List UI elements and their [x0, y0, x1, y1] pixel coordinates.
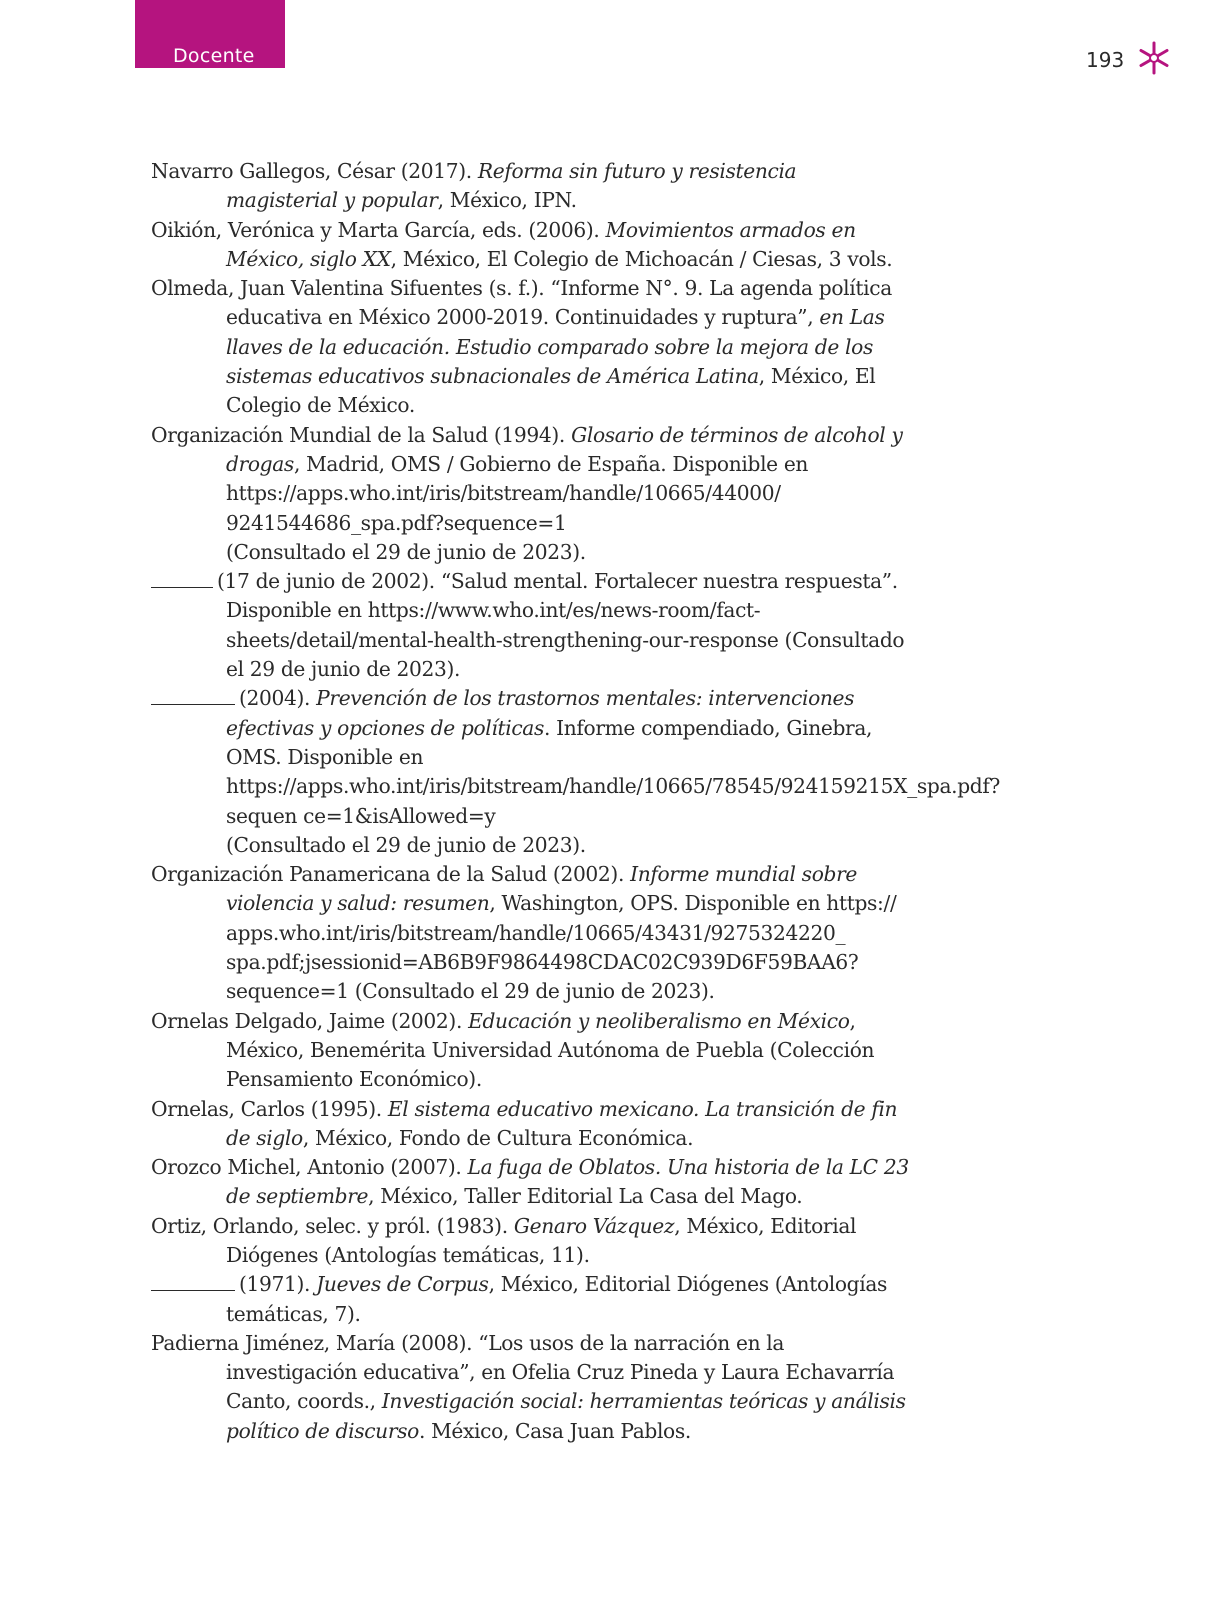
reference-entry — [151, 1270, 909, 1329]
page-number: 193 — [1086, 48, 1125, 72]
reference-text: , Washington, OPS. Disponible en https:// apps.who.int/iris/bitstream/handle/10665/43431/9275324220_ spa.pdf;jsessionid=AB6B9F9864498CDAC02C939D6F59BAA6?sequence=1 (Consultado el 29 de junio de 2023). — [226, 891, 897, 1004]
reference-text: , México, Taller Editorial La Casa del Mago. — [368, 1184, 803, 1209]
reference-title: Prevención de los trastornos mentales: intervenciones efectivas y opciones de políticas — [226, 686, 855, 740]
reference-entry — [151, 157, 909, 216]
reference-text: Ornelas, Carlos (1995). — [151, 1096, 388, 1121]
section-tab — [135, 0, 285, 68]
reference-text: , México, Fondo de Cultura Económica. — [302, 1125, 694, 1150]
repeat-author-line — [151, 703, 235, 705]
reference-text: , México, Editorial Diógenes (Antologías temáticas, 11). — [226, 1213, 857, 1267]
reference-list — [151, 157, 1000, 1446]
reference-text: (1971). — [239, 1272, 317, 1297]
reference-text: . México, Casa Juan Pablos. — [418, 1418, 691, 1443]
reference-text: , México, Editorial Diógenes (Antologías temáticas, 7). — [226, 1272, 888, 1326]
reference-title: Jueves de Corpus — [316, 1272, 489, 1297]
reference-text: Olmeda, Juan Valentina Sifuentes (s. f.). “Informe N°. 9. La agenda política educativa en México 2000-2019. Continuidades y ruptura”, — [151, 276, 892, 330]
reference-title: en Las llaves de la educación. Estudio comparado sobre la mejora de los sistemas educativos subnacionales de América Latina — [226, 305, 885, 389]
reference-text: , México, El Colegio de México. — [226, 364, 876, 418]
reference-entry — [151, 1095, 909, 1154]
reference-title: Glosario de términos de alcohol y drogas — [226, 422, 903, 476]
repeat-author-line — [151, 586, 213, 588]
repeat-author-line — [151, 1289, 235, 1291]
reference-text: (Consultado el 29 de junio de 2023). — [226, 539, 586, 564]
reference-title: Genaro Vázquez — [513, 1213, 675, 1238]
reference-text: Padierna Jiménez, María (2008). “Los usos de la narración en la investigación educativa”, en Ofelia Cruz Pineda y Laura Echavarría Canto, coords., — [151, 1330, 895, 1414]
section-label: Docente — [173, 45, 255, 67]
reference-text: Navarro Gallegos, César (2017). — [151, 159, 478, 183]
reference-entry — [151, 1329, 909, 1446]
reference-title: Reforma sin futuro y resistencia magisterial y popular — [226, 159, 797, 213]
reference-text: Oikión, Verónica y Marta García, eds. (2006). — [151, 217, 606, 242]
reference-entry — [151, 684, 1000, 860]
reference-title: El sistema educativo mexicano. La transición de fin de siglo — [226, 1096, 898, 1150]
reference-text: , México, IPN. — [437, 188, 577, 213]
reference-title: La fuga de Oblatos. Una historia de la LC 23 de septiembre — [226, 1155, 909, 1209]
reference-title: Investigación social: herramientas teóricas y análisis político de discurso — [226, 1389, 906, 1443]
reference-text: , México, El Colegio de Michoacán / Ciesas, 3 vols. — [390, 246, 893, 271]
reference-entry — [151, 216, 909, 275]
reference-text: (Consultado el 29 de junio de 2023). — [226, 832, 586, 857]
reference-title: Educación y neoliberalismo en México — [468, 1008, 850, 1033]
reference-text: Ortiz, Orlando, selec. y pról. (1983). — [151, 1213, 514, 1238]
reference-text: Organización Mundial de la Salud (1994). — [151, 422, 572, 447]
reference-text: (2004). — [239, 686, 317, 711]
reference-entry — [151, 1007, 909, 1095]
reference-entry — [151, 421, 909, 567]
reference-text: Organización Panamericana de la Salud (2002). — [151, 862, 631, 887]
reference-entry — [151, 1212, 909, 1271]
reference-entry — [151, 860, 909, 1006]
reference-entry — [151, 567, 909, 684]
reference-entry — [151, 1153, 909, 1212]
reference-text: (17 de junio de 2002). “Salud mental. Fortalecer nuestra respuesta”. Disponible en https://www.who.int/es/news-room/fact-sheets/detail/mental-health-strengthening-our-response (Consultado el 29 de junio de 2023). — [217, 569, 905, 682]
reference-text: Ornelas Delgado, Jaime (2002). — [151, 1008, 469, 1033]
reference-entry — [151, 274, 909, 420]
reference-text: , México, Benemérita Universidad Autónoma de Puebla (Colección Pensamiento Económico). — [226, 1008, 875, 1092]
reference-text: Orozco Michel, Antonio (2007). — [151, 1155, 468, 1180]
reference-text: , Madrid, OMS / Gobierno de España. Disponible en https://apps.who.int/iris/bitstream/handle/10665/44000/ 9241544686_spa.pdf?sequence=1 — [226, 451, 809, 535]
reference-text: . Informe compendiado, Ginebra, OMS. Disponible en https://apps.who.int/iris/bitstream/handle/10665/78545/924159215X_spa.pdf?sequen ce=1&isAllowed=y — [226, 715, 1000, 828]
reference-title: Movimientos armados en México, siglo XX — [226, 217, 856, 271]
asterisk-icon — [1136, 40, 1172, 76]
reference-title: Informe mundial sobre violencia y salud: resumen — [226, 862, 857, 916]
